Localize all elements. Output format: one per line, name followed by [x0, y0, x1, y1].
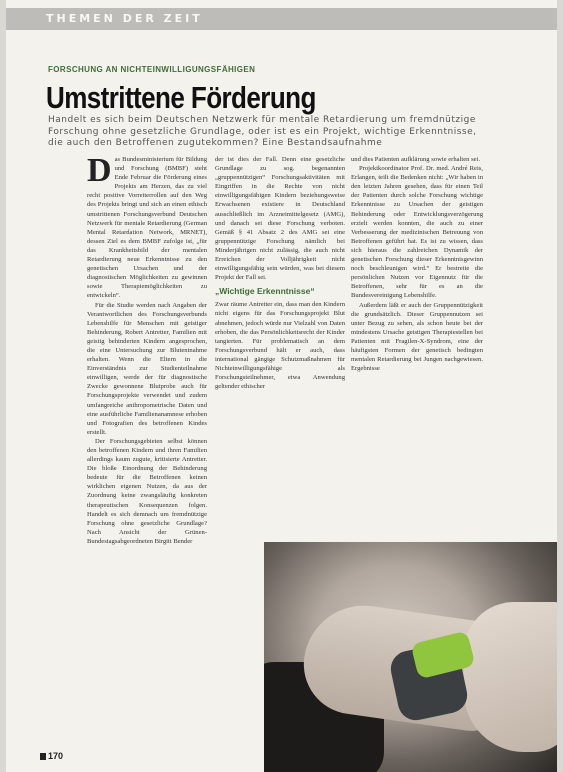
article-lead	[48, 115, 528, 150]
paragraph: Außerdem läßt er auch der Gruppennützigkeit die grundsätzlich. Dieser Gruppennutzen sei unter Bezug zu sehen, als schon heute bei der mindestens Ursache geistigen Therapiestellen bei Patienten mit Fragilen-X-Syndrom, eine der häufigsten Formen der genetisch bedingten mentalen Retardierung bei Jungen nachgewiesen. Ergebnisse	[351, 301, 483, 373]
page-marker-icon	[40, 753, 46, 760]
text-column-2	[215, 155, 345, 540]
section-header-bar	[6, 8, 557, 30]
drop-cap: D	[87, 155, 112, 189]
text-column-3	[351, 155, 483, 540]
lead-line: Handelt es sich beim Deutschen Netzwerk für mentale Retardierung um fremdnützige	[48, 115, 476, 125]
paragraph: as Bundesministerium für Bildung und Forschung (BMBF) steht Ende Februar die Förderung eines Projekts am Herzen, das zu viel recht positive Vorreiterrollen auf den Weg des Projekts bringt und sich an einen ethisch umstrittenen Forschungsverbund Deutschen Netzwerk für mentale Retardierung (German Mental Retardation Network, MRNET), dessen Ziel es dem BMBF zufolge ist, „für das Krankheitsbild der mentalen Retardierung neue Erkenntnisse zu den genetischen Ursachen und der diagnostischen Möglichkeiten zu gewinnen sowie Therapiemöglichkeiten zu entwickeln“.	[87, 156, 207, 300]
magazine-page	[6, 0, 557, 772]
paragraph: und dies Patienten aufklärung sowie erhalten sei.	[351, 156, 481, 163]
page-number-text: 170	[48, 751, 64, 761]
section-title: THEMEN DER ZEIT	[46, 12, 203, 25]
paragraph: Der Forschungsgebieten selbst können den betroffenen Kindern und ihren Familien allerdings kaum zugute, kritisierte Antretter. Die bloße Einordnung der Behinderung bedeute für die Betroffenen keinen wirklichen eigenen Nutzen, da aus der Zuordnung keine zwangsläufig konkreten therapeutischen Konsequenzen folgen. Handelt es sich demnach um fremdnützige Forschung ohne gesetzliche Grundlage? Nach Ansicht der Grünen-Bundestagsabgeordneten Birgitt Bender	[87, 437, 207, 545]
article-kicker: FORSCHUNG AN NICHTEINWILLIGUNGSFÄHIGEN	[48, 65, 256, 74]
lead-line: die auch den Betroffenen zugutekommen? Eine Bestandsaufnahme	[48, 138, 383, 148]
text-column-1	[87, 155, 207, 760]
paragraph: der ist dies der Fall. Denn eine gesetzliche Grundlage zu sog. begenannten „gruppennützigen“ Forschungsaktivitäten mit Eingriffen in die Rechte von nicht einwilligungsfähigen Kindern beziehungsweise Erwachsenen existiere in Deutschland ausschließlich im Arzneimittelgesetz (AMG), und danach sei diese Forschung verboten. Gemäß § 41 Absatz 2 des AMG sei eine gruppennützige Forschung nämlich bei Minderjährigen nicht zulässig, die auch nicht Erreichen der Volljährigkeit nicht einwilligungsfähig sein würden, was bei diesem Projekt der Fall sei.	[215, 156, 345, 282]
lead-line: Forschung ohne gesetzliche Grundlage, oder ist es ein Projekt, wichtige Erkenntnisse,	[48, 126, 477, 137]
article-title: Umstrittene Förderung	[46, 80, 316, 115]
page-number	[40, 751, 63, 761]
article-photo	[264, 542, 557, 772]
paragraph: Für die Studie werden nach Angaben der Verantwortlichen des Forschungsverbunds Lebenshilfe für Menschen mit geistiger Behinderung, Robert Antretter, Familien mit geistig behinderten Kindern angesprochen, die eine Untersuchung zur Blutentnahme erhalten. Wenn die Eltern in die Einverständnis zur Studienteilnahme einwilligen, werde der für diagnostische Zwecke gewonnene Blutprobe auch für Forschungsprojekte verwendet und zudem umfangreiche anthropometrische Daten und eine ausführliche Familienanamnese erhoben und Fotografien des betroffenen Kindes erstellt.	[87, 301, 207, 436]
paragraph: Zwar räume Antretter ein, dass man den Kindern nicht eigens für das Forschungsprojekt Blut abnehmen, jedoch würde nur Vielzahl von Daten erhoben, die das Persönlichkeitsrecht der Kinder tangierten. Für problematisch an dem Forschungsverbund hält er auch, dass international gängige Schutzmaßnahmen für Nichteinwilligungsfähige als Forschungsteilnehmer, etwa Anwendung geltender ethischer	[215, 301, 345, 391]
photo-hand-shape	[464, 602, 557, 752]
subheading: „Wichtige Erkenntnisse“	[215, 286, 315, 297]
paragraph: Projektkoordinator Prof. Dr. med. André Reis, Erlangen, teilt die Bedenken nicht: „Wir haben in den letzten Jahren gesehen, dass für einen Teil der Patienten durch solche Forschung wichtige Erkenntnisse zu Ursachen der geistigen Behinderung oder Entwicklungsverzögerung erzielt werden konnten, die auch zu einer Verbesserung der medizinischen Betreuung von Betroffenen geführt hat. Es ist zu wissen, dass sich hieraus die zahlreichen Dynamik der genetischen Forschung dieser Erkenntnisgewinn noch beschleunigen wird.“ Er bestreite die persönlichen Nutzen vor Eigennutz für die Betroffenen, sehr für es an die Bundesvereinigung Lebenshilfe.	[351, 165, 483, 300]
